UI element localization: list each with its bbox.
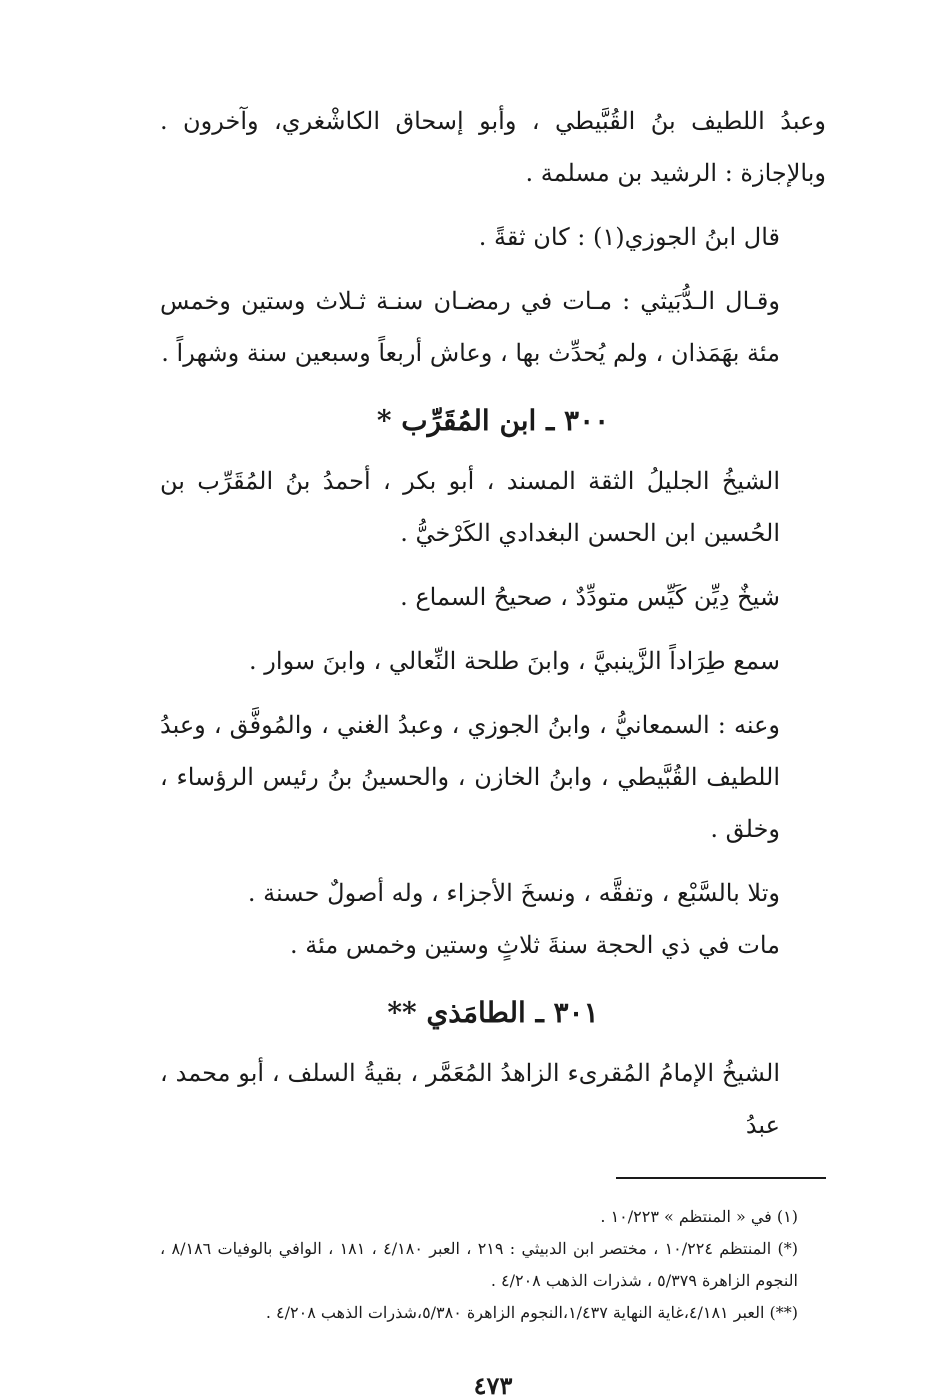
page-number: ٤٧٣ — [473, 1371, 513, 1400]
paragraph-ibn-al-jawzi-quote: قال ابنُ الجوزي(١) : كان ثقةً . — [478, 223, 780, 251]
paragraph-continuation: وعبدُ اللطيف بنُ القُبَّيطي ، وأبو إسحاق الكاشْغري، وآخرون . وبالإجازة : الرشيد بن مسلمة . — [160, 107, 826, 187]
entry-300-heading: ٣٠٠ ـ ابن المُقَرِّب * — [376, 404, 610, 437]
footnote-3: (**) العبر ٤/١٨١،غاية النهاية ١/٤٣٧،النجوم الزاهرة ٥/٣٨٠،شذرات الذهب ٤/٢٠٨ . — [265, 1303, 798, 1322]
footnote-2: (*) المنتظم ١٠/٢٢٤ ، مختصر ابن الدبيثي : ٢١٩ ، العبر ٤/١٨٠ ، ١٨١ ، الوافي بالوفيات ٨/١٨٦ ، النجوم الزاهرة ٥/٣٧٩ ، شذرات الذهب ٤/٢٠٨ . — [160, 1239, 799, 1290]
entry-301-heading: ٣٠١ ـ الطامَذي ** — [387, 996, 599, 1029]
entry-300-studies: وتلا بالسَّبْع ، وتفقَّه ، ونسخَ الأجزاء ، وله أصولٌ حسنة . — [247, 879, 780, 907]
entry-300-death: مات في ذي الحجة سنةَ ثلاثٍ وستين وخمس مئة . — [290, 931, 780, 959]
paragraph-dubaythi-death: وقـال الـدُّبَيثي : مـات في رمضـان سنـة ثـلاث وستين وخمس مئة بهَمَذان ، ولم يُحدِّث بها ، وعاش أربعاً وسبعين سنة وشهراً . — [160, 287, 780, 367]
entry-300-description: شيخٌ دِيِّن كَيِّس متودِّدٌ ، صحيحُ السماع . — [400, 583, 780, 611]
footnote-divider — [616, 1177, 826, 1179]
book-page — [160, 95, 826, 1400]
footnote-1: (١) في « المنتظم » ١٠/٢٢٣ . — [600, 1207, 798, 1226]
entry-300-intro: الشيخُ الجليلُ الثقة المسند ، أبو بكر ، أحمدُ بنُ المُقَرِّب بن الحُسين ابن الحسن البغدادي الكَرْخيُّ . — [160, 467, 780, 547]
entry-301-intro: الشيخُ الإمامُ المُقرىء الزاهدُ المُعَمَّر ، بقيةُ السلف ، أبو محمد ، عبدُ — [160, 1059, 780, 1139]
entry-300-teachers: سمع طِرَاداً الزَّينبيَّ ، وابنَ طلحة النِّعالي ، وابنَ سوار . — [249, 647, 780, 675]
entry-300-students: وعنه : السمعانيُّ ، وابنُ الجوزي ، وعبدُ الغني ، والمُوفَّق ، وعبدُ اللطيف القُبَّيطي ، وابنُ الخازن ، والحسينُ بنُ رئيس الرؤساء ، وخلق . — [160, 711, 780, 843]
